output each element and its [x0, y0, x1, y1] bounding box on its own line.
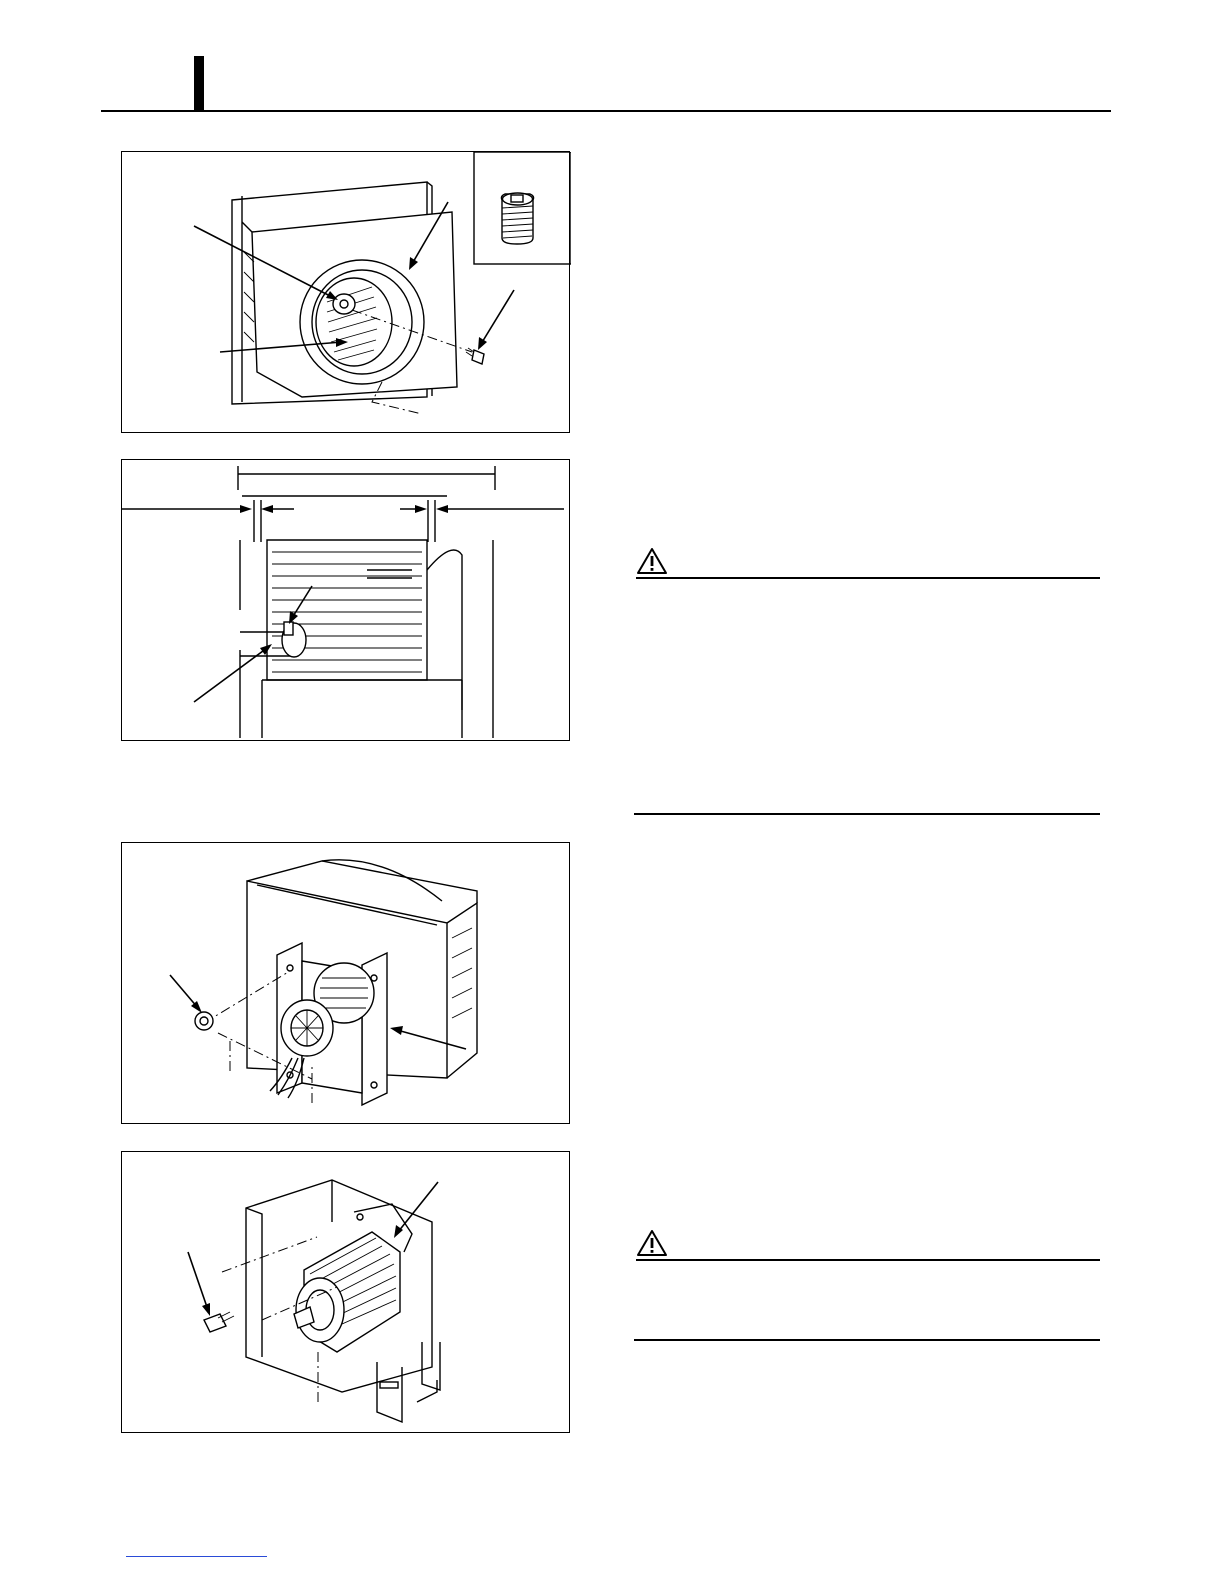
nut-icon [195, 1012, 213, 1030]
caution-end-rule-2 [634, 1339, 1100, 1341]
warning-triangle-icon [636, 547, 668, 575]
header-rule [101, 110, 1111, 112]
fan-position-drawing [122, 460, 571, 742]
motor-bracket-drawing [122, 843, 571, 1125]
header-bar [194, 56, 204, 112]
caution-rule-2 [636, 1259, 1100, 1261]
fan-removal-drawing [122, 152, 571, 434]
motor-bracket-figure [121, 842, 570, 1124]
fan-removal-figure [121, 151, 570, 433]
bolt-icon [204, 1312, 234, 1332]
caution-end-rule-1 [634, 813, 1100, 815]
caution-header-2 [636, 1229, 1100, 1263]
footer-link[interactable] [126, 1556, 267, 1557]
caution-header-1 [636, 547, 1100, 581]
set-screw-icon [501, 193, 533, 244]
motor-drawing [122, 1152, 571, 1434]
fan-position-figure [121, 459, 570, 741]
warning-triangle-icon [636, 1229, 668, 1257]
motor-figure [121, 1151, 570, 1433]
caution-rule-1 [636, 577, 1100, 579]
